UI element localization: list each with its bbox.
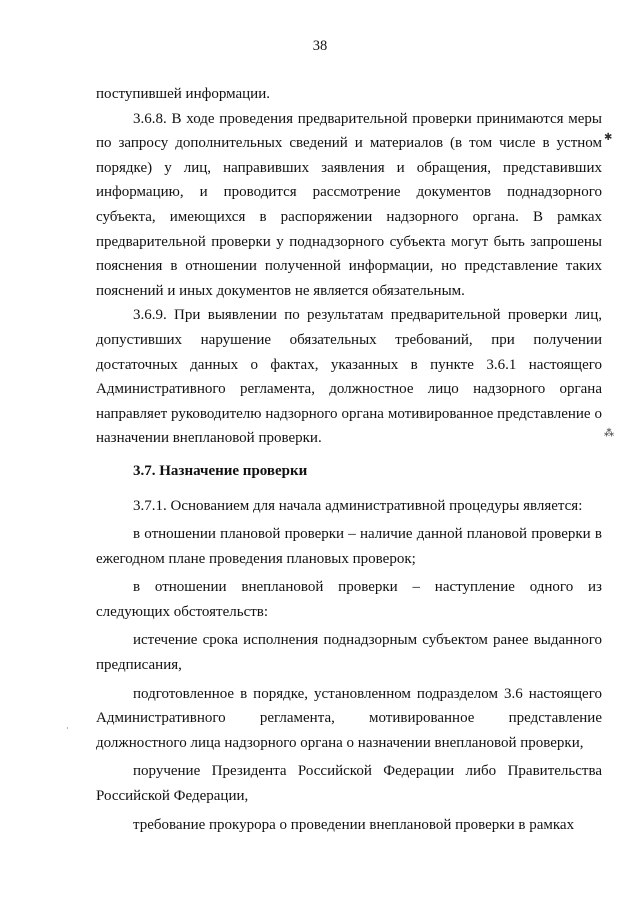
paragraph: в отношении плановой проверки – наличие данной плановой проверки в ежегодном плане проведения плановых проверок; xyxy=(96,526,602,567)
document-body xyxy=(96,82,602,837)
margin-dot-icon: · xyxy=(66,724,69,733)
page-number: 38 xyxy=(312,38,328,54)
paragraph: в отношении внеплановой проверки – наступление одного из следующих обстоятельств: xyxy=(96,579,602,620)
paragraph: 3.6.9. При выявлении по результатам предварительной проверки лиц, допустивших нарушение обязательных требований, при получении достаточных данных о фактах, указанных в пункте 3.6.1 настоящего Административного регламента, должностное лицо надзорного органа направляет руководителю надзорного органа мотивированное представление о назначении внеплановой проверки. xyxy=(96,307,602,447)
paragraph: истечение срока исполнения поднадзорным субъектом ранее выданного предписания, xyxy=(96,632,602,674)
paragraph: подготовленное в порядке, установленном подразделом 3.6 настоящего Административного регламента, мотивированное представление должностного лица надзорного органа о назначении внеплановой проверки, xyxy=(96,685,602,751)
margin-mark-icon: ✱ xyxy=(604,132,613,143)
paragraph: требование прокурора о проведении внеплановой проверки в рамках xyxy=(133,816,575,833)
margin-mark-icon: ⁂ xyxy=(604,428,614,439)
section-heading: 3.7. Назначение проверки xyxy=(133,462,308,479)
paragraph: поручение Президента Российской Федерации либо Правительства Российской Федерации, xyxy=(96,763,602,805)
paragraph: поступившей информации. xyxy=(96,86,270,102)
paragraph: 3.7.1. Основанием для начала административной процедуры является: xyxy=(133,497,583,514)
paragraph: 3.6.8. В ходе проведения предварительной проверки принимаются меры по запросу дополнительных сведений и материалов (в том числе в устном порядке) у лиц, направивших заявления и обращения, представивших информацию, и проводится рассмотрение документов поднадзорного субъекта, имеющихся в распоряжении надзорного органа. В рамках предварительной проверки у поднадзорного субъекта могут быть запрошены пояснения в отношении полученной информации, но представление таких пояснений и иных документов не является обязательным. xyxy=(96,110,602,299)
